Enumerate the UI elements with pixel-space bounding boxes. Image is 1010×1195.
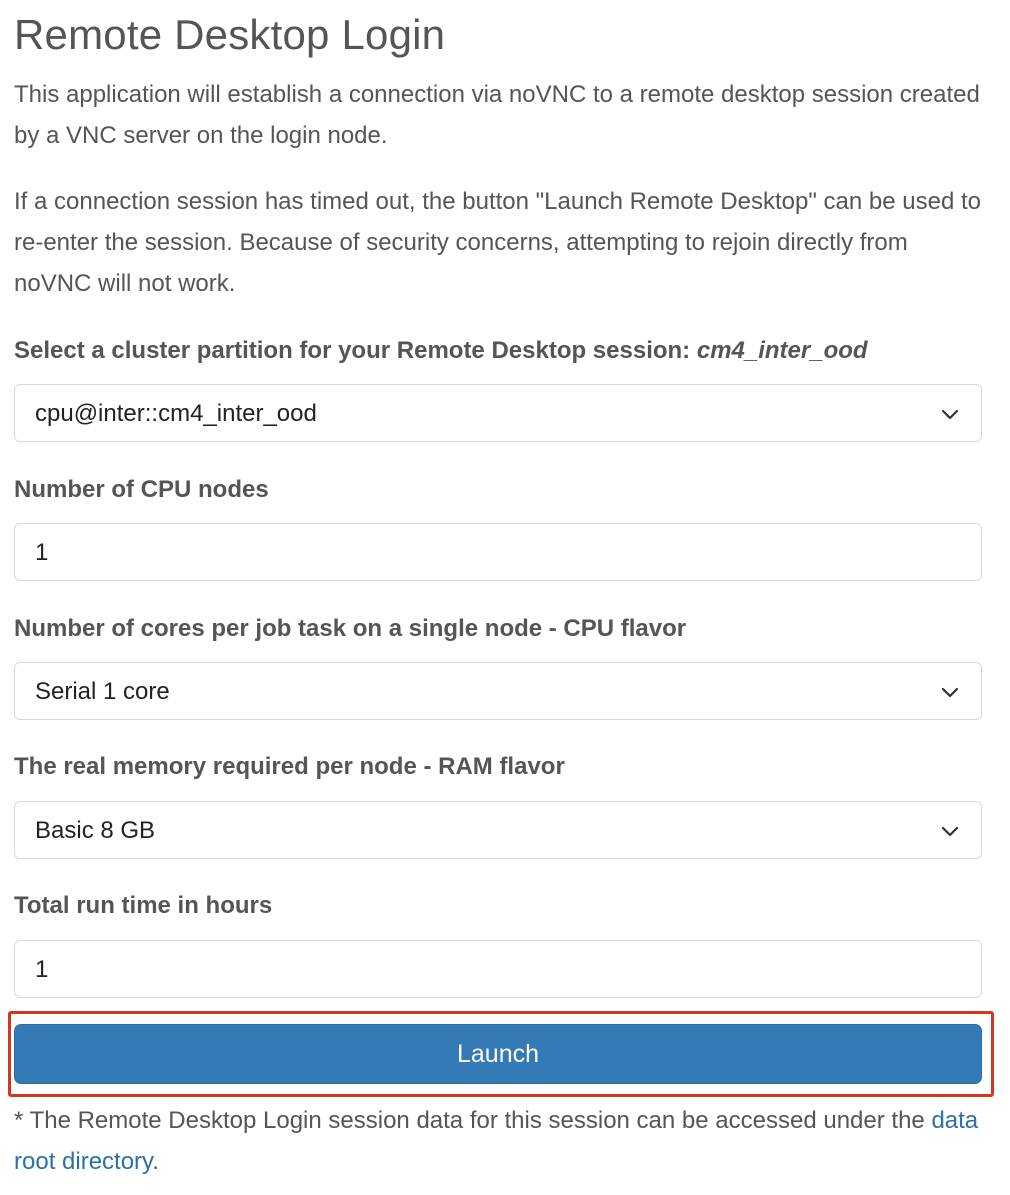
cores-select[interactable]	[14, 662, 982, 720]
cores-select-value: Serial 1 core	[35, 678, 170, 705]
cpu-nodes-input[interactable]	[14, 523, 982, 581]
runtime-value: 1	[35, 956, 49, 983]
timeout-note-text: If a connection session has timed out, the button "Launch Remote Desktop" can be used to re-enter the session. Because of security concerns, attempting to rejoin directly from noVNC will not work.	[14, 188, 981, 297]
chevron-down-icon	[941, 405, 959, 423]
chevron-down-icon	[941, 822, 959, 840]
launch-button[interactable]: Launch	[14, 1024, 982, 1084]
runtime-input[interactable]	[14, 940, 982, 998]
footnote-text: * The Remote Desktop Login session data for this session can be accessed under the	[14, 1107, 932, 1134]
footnote-end: .	[152, 1148, 159, 1175]
partition-label	[14, 336, 868, 366]
partition-label-name: cm4_inter_ood	[696, 337, 868, 364]
partition-select-value: cpu@inter::cm4_inter_ood	[35, 400, 317, 427]
data-root-directory-link[interactable]: data root directory	[14, 1107, 979, 1175]
cores-label: Number of cores per job task on a single node - CPU flavor	[14, 615, 687, 642]
partition-select[interactable]	[14, 384, 982, 442]
memory-select[interactable]	[14, 801, 982, 859]
chevron-down-icon	[941, 683, 959, 701]
memory-select-value: Basic 8 GB	[35, 817, 156, 844]
cpu-nodes-label: Number of CPU nodes	[14, 476, 269, 503]
intro-text: This application will establish a connection via noVNC to a remote desktop session created by a VNC server on the login node.	[14, 81, 980, 149]
memory-label: The real memory required per node - RAM flavor	[14, 753, 565, 780]
cpu-nodes-value: 1	[35, 539, 49, 566]
footnote	[14, 1100, 989, 1182]
page-title: Remote Desktop Login	[14, 11, 446, 58]
runtime-label: Total run time in hours	[14, 892, 273, 919]
partition-label-text: Select a cluster partition for your Remote Desktop session:	[14, 337, 697, 364]
